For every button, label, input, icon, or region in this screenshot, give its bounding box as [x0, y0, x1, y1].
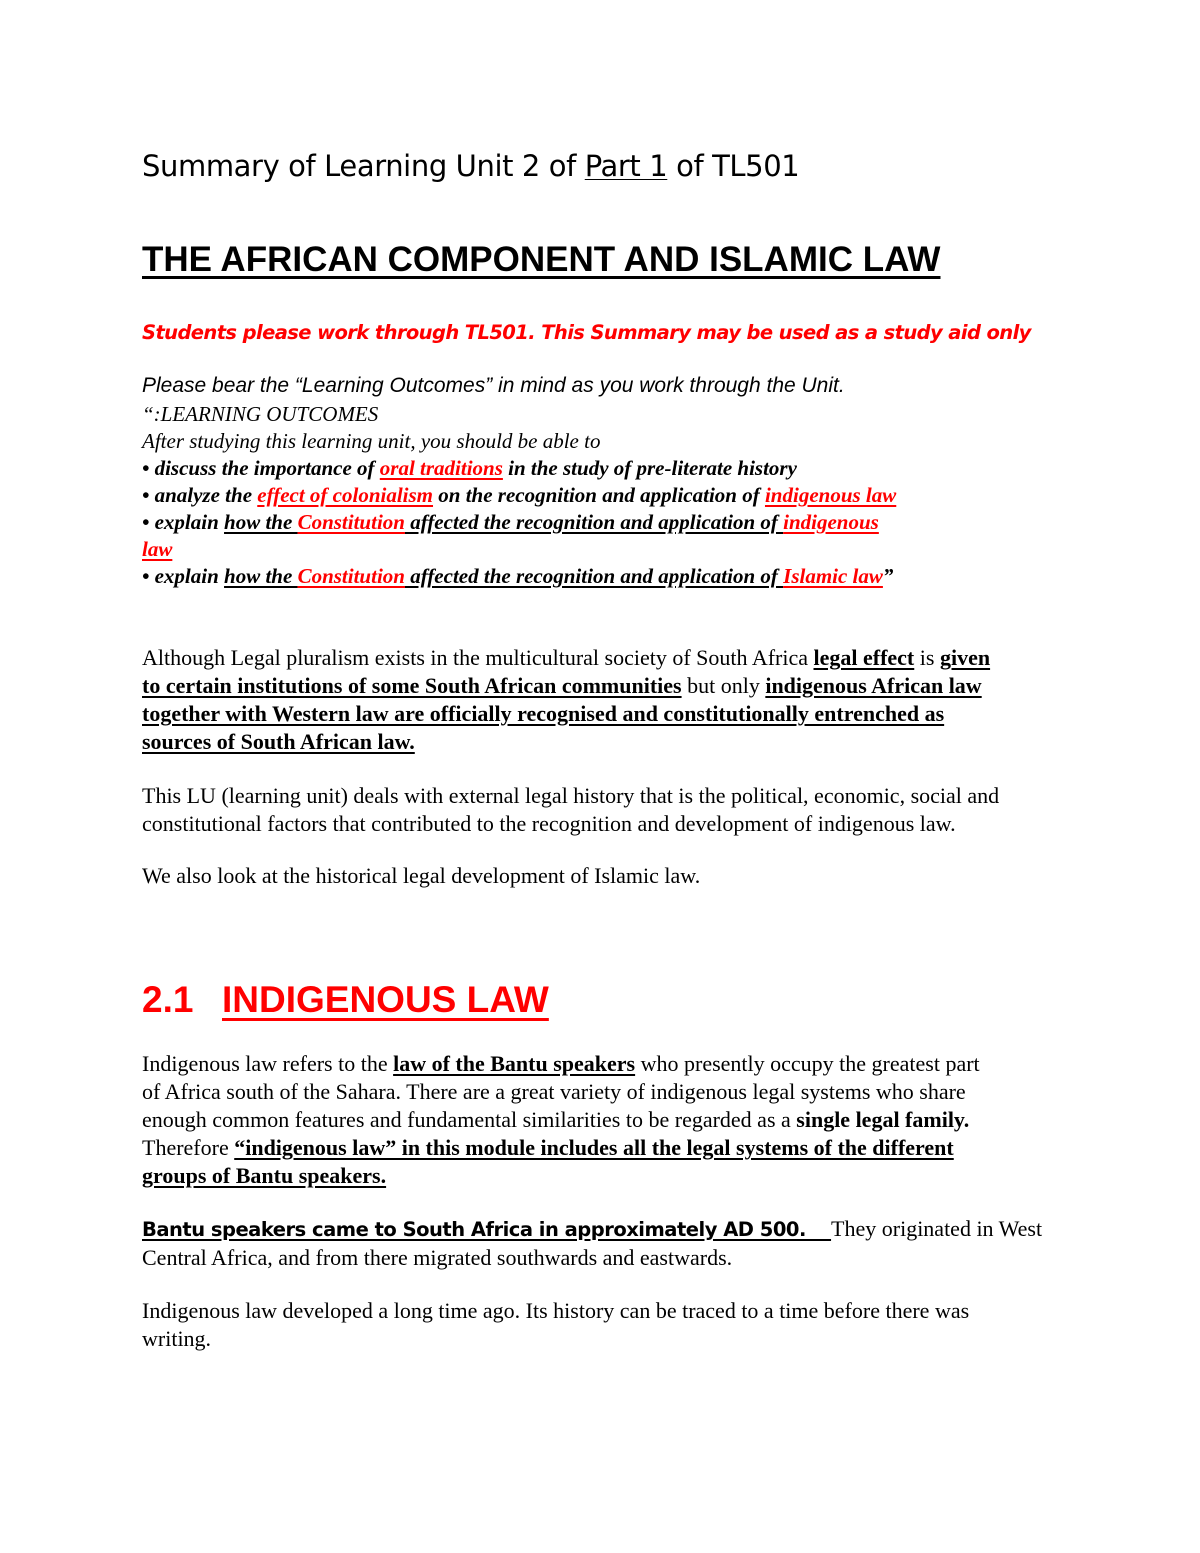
outcome-highlight: law [142, 537, 173, 561]
outcomes-heading: “:LEARNING OUTCOMES [142, 402, 379, 426]
section-title: INDIGENOUS LAW [222, 979, 549, 1020]
outcome-highlight: oral traditions [379, 456, 503, 480]
outcome-item-3 [142, 509, 1102, 536]
paragraph-line [142, 700, 1102, 728]
outcome-item-4 [142, 563, 1102, 590]
outcome-item-2 [142, 482, 1102, 509]
outcomes-intro: After studying this learning unit, you should be able to [142, 429, 601, 453]
learning-outcomes [142, 401, 1102, 590]
paragraph-line [142, 728, 1102, 756]
paragraph-line: This LU (learning unit) deals with external legal history that is the political, economic, social and [142, 783, 1000, 808]
paragraph-line [142, 1134, 1102, 1162]
outcome-highlight: indigenous law [764, 483, 897, 507]
external-history-paragraph [142, 782, 1102, 838]
outcome-highlight: Constitution [297, 564, 405, 588]
emphasis-run: indigenous African law [765, 673, 982, 698]
outcome-text: • discuss the importance of [142, 456, 380, 480]
outcome-text: • explain [142, 564, 225, 588]
paragraph-line: Central Africa, and from there migrated southwards and eastwards. [142, 1245, 733, 1270]
summary-prefix: Summary of Learning Unit 2 of [142, 149, 585, 183]
page-title-text: THE AFRICAN COMPONENT AND ISLAMIC LAW [142, 240, 941, 279]
paragraph-line [142, 644, 1102, 672]
legal-pluralism-paragraph [142, 644, 1102, 756]
emphasis-run: legal effect [813, 645, 915, 670]
outcome-underline: how the [224, 564, 298, 588]
paragraph-line [142, 1162, 1102, 1190]
paragraph-line [142, 1106, 1102, 1134]
section-number: 2.1 [142, 979, 194, 1020]
paragraph-line: writing. [142, 1326, 212, 1351]
emphasis-run: given [939, 645, 991, 670]
text-run: Indigenous law refers to the [142, 1051, 394, 1076]
emphasis-run: sources of South African law. [142, 729, 415, 754]
outcome-item-3-cont [142, 536, 1102, 563]
bantu-migration-paragraph [142, 1215, 1102, 1272]
outcome-underline: how the [224, 510, 298, 534]
section-heading [142, 976, 1102, 1024]
emphasis-run: to certain institutions of some South African communities [142, 673, 682, 698]
emphasis-run: single legal family. [796, 1107, 970, 1132]
outcome-highlight: Islamic law [783, 564, 883, 588]
summary-part: Part 1 [584, 149, 668, 183]
emphasis-run: law of the Bantu speakers [393, 1051, 636, 1076]
outcome-item-1 [142, 455, 1102, 482]
summary-suffix: of TL501 [667, 149, 800, 183]
text-run: enough common features and fundamental similarities to be regarded as a [142, 1107, 797, 1132]
paragraph-line: constitutional factors that contributed to the recognition and development of indigenous law. [142, 811, 956, 836]
emphasis-run: Bantu speakers came to South Africa in approximately AD 500. [142, 1218, 832, 1241]
text-run: who presently occupy the greatest part [635, 1051, 980, 1076]
outcomes-reminder: Please bear the “Learning Outcomes” in mind as you work through the Unit. [142, 374, 845, 397]
text-run: Therefore [142, 1135, 235, 1160]
outcome-highlight: Constitution [297, 510, 405, 534]
outcome-text: on the recognition and application of [433, 483, 765, 507]
islamic-law-paragraph: We also look at the historical legal development of Islamic law. [142, 863, 701, 888]
outcome-highlight: effect of colonialism [257, 483, 434, 507]
text-run: is [914, 645, 940, 670]
text-run: They originated in West [831, 1216, 1043, 1241]
outcome-text: • analyze the [142, 483, 258, 507]
paragraph-line [142, 1050, 1102, 1078]
outcome-text: • explain [142, 510, 225, 534]
paragraph-line [142, 1215, 1102, 1244]
emphasis-run: “indigenous law” in this module includes all the legal systems of the different [234, 1135, 954, 1160]
paragraph-line [142, 672, 1102, 700]
indigenous-law-paragraph [142, 1050, 1102, 1190]
development-paragraph [142, 1297, 1102, 1353]
text-run: Although Legal pluralism exists in the multicultural society of South Africa [142, 645, 814, 670]
paragraph-line: of Africa south of the Sahara. There are a great variety of indigenous legal systems who share [142, 1079, 966, 1104]
emphasis-run: together with Western law are officially recognised and constitutionally entrenched as [142, 701, 945, 726]
outcome-underline: affected the recognition and application of [404, 510, 784, 534]
outcome-text: ” [882, 564, 894, 588]
paragraph-line: Indigenous law developed a long time ago. Its history can be traced to a time before there was [142, 1298, 970, 1323]
text-run: but only [681, 673, 766, 698]
study-aid-notice: Students please work through TL501. This Summary may be used as a study aid only [142, 321, 1031, 344]
outcome-text: in the study of pre-literate history [502, 456, 797, 480]
page-title [142, 238, 1102, 282]
summary-title [142, 146, 1102, 186]
emphasis-run: groups of Bantu speakers. [142, 1163, 387, 1188]
outcome-underline: affected the recognition and application of [404, 564, 784, 588]
outcome-highlight: indigenous [783, 510, 879, 534]
